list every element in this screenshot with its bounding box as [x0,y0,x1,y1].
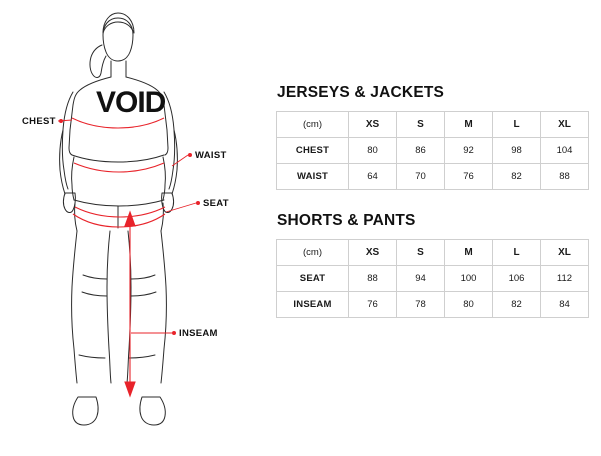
size-header-m: M [445,112,493,138]
row-label-inseam: INSEAM [277,292,349,318]
table-row [277,266,589,292]
cell-inseam-m: 80 [445,292,493,318]
size-tables-container [276,84,586,318]
size-header-xs: XS [349,240,397,266]
table-row [277,164,589,190]
cell-waist-m: 76 [445,164,493,190]
shorts-pants-table [276,239,589,318]
cell-inseam-l: 82 [493,292,541,318]
cell-seat-xl: 112 [541,266,589,292]
callout-label-waist: WAIST [188,150,227,161]
cell-inseam-xl: 84 [541,292,589,318]
cell-seat-m: 100 [445,266,493,292]
jerseys-jackets-block [276,84,586,190]
cell-chest-s: 86 [397,138,445,164]
cell-inseam-s: 78 [397,292,445,318]
shorts-pants-block [276,212,586,318]
size-header-m: M [445,240,493,266]
cell-inseam-xs: 76 [349,292,397,318]
size-header-s: S [397,112,445,138]
row-label-waist: WAIST [277,164,349,190]
table-header-row [277,112,589,138]
size-header-xl: XL [541,112,589,138]
body-figure-illustration [0,0,262,456]
unit-header: (cm) [277,112,349,138]
cell-waist-xl: 88 [541,164,589,190]
table-header-row [277,240,589,266]
cell-waist-l: 82 [493,164,541,190]
callout-label-seat: SEAT [196,198,229,209]
size-header-s: S [397,240,445,266]
figure-svg [0,0,262,456]
cell-seat-xs: 88 [349,266,397,292]
jerseys-jackets-table [276,111,589,190]
callout-label-chest: CHEST [22,116,63,127]
shorts-pants-title: SHORTS & PANTS [277,212,416,229]
row-label-seat: SEAT [277,266,349,292]
size-header-xl: XL [541,240,589,266]
callout-label-inseam: INSEAM [172,328,218,339]
cell-chest-l: 98 [493,138,541,164]
void-brand-logo: VOID [96,86,166,119]
unit-header: (cm) [277,240,349,266]
size-header-l: L [493,112,541,138]
table-row [277,292,589,318]
table-row [277,138,589,164]
cell-chest-xl: 104 [541,138,589,164]
size-header-l: L [493,240,541,266]
size-header-xs: XS [349,112,397,138]
cell-waist-xs: 64 [349,164,397,190]
cell-chest-m: 92 [445,138,493,164]
cell-waist-s: 70 [397,164,445,190]
cell-seat-l: 106 [493,266,541,292]
cell-seat-s: 94 [397,266,445,292]
jerseys-jackets-title: JERSEYS & JACKETS [277,84,445,101]
cell-chest-xs: 80 [349,138,397,164]
row-label-chest: CHEST [277,138,349,164]
